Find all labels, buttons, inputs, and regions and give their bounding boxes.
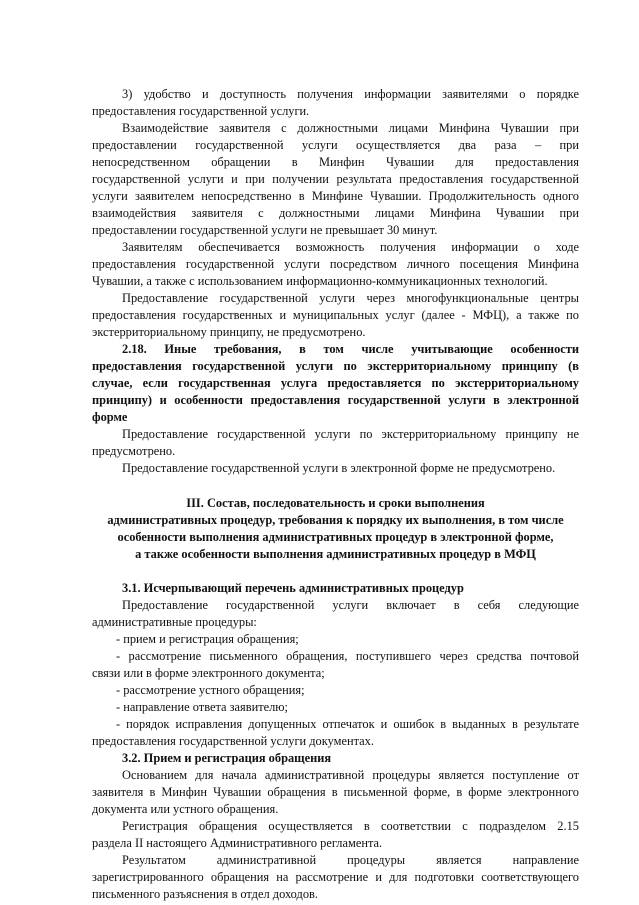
paragraph-line: Результатом административной процедуры является направление bbox=[122, 853, 579, 867]
paragraph-line: предоставления государственной услуги. bbox=[92, 104, 310, 118]
chapter-heading-line: III. Состав, последовательность и сроки выполнения bbox=[186, 496, 485, 510]
paragraph-line: административные процедуры: bbox=[92, 615, 257, 629]
paragraph-line: Основанием для начала административной процедуры является поступление от bbox=[122, 768, 579, 782]
list-item: связи или в форме электронного документа; bbox=[92, 666, 325, 680]
paragraph-line: документа или устного обращения. bbox=[92, 802, 279, 816]
paragraph-line: государственной услуги и при получении результата предоставления государственной bbox=[92, 172, 579, 186]
paragraph-line: предусмотрено. bbox=[92, 444, 176, 458]
paragraph-line: Взаимодействие заявителя с должностными лицами Минфина Чувашии при bbox=[122, 121, 579, 135]
paragraph-line: раздела II настоящего Административного регламента. bbox=[92, 836, 383, 850]
paragraph-line: экстерриториальному принципу, не предусмотрено. bbox=[92, 325, 366, 339]
paragraph-line: предоставления государственной услуги посредством личного посещения Минфина bbox=[92, 257, 579, 271]
section-heading-line: принципу) и особенности предоставления государственной услуги в электронной bbox=[92, 393, 579, 407]
chapter-heading-line: особенности выполнения административных процедур в электронной форме, bbox=[117, 530, 554, 544]
paragraph-line: Предоставление государственной услуги через многофункциональные центры bbox=[122, 291, 579, 305]
paragraph-line: 3) удобство и доступность получения информации заявителями о порядке bbox=[122, 87, 579, 101]
paragraph-line: Чувашии, а также с использованием информационно-коммуникационных технологий. bbox=[92, 274, 548, 288]
list-item: - рассмотрение устного обращения; bbox=[116, 683, 305, 697]
paragraph-line: письменного разъяснения в отдел доходов. bbox=[92, 887, 318, 901]
subsection-heading: 3.1. Исчерпывающий перечень административных процедур bbox=[122, 581, 464, 595]
section-heading-line: форме bbox=[92, 410, 128, 424]
paragraph-line: услуги заявителем непосредственно в Минфине Чувашии. Продолжительность одного bbox=[92, 189, 579, 203]
section-heading-line: случае, если государственная услуга предоставляется по экстерриториальному bbox=[92, 376, 579, 390]
list-item: предоставления государственной услуги документах. bbox=[92, 734, 374, 748]
section-heading-line: предоставления государственной услуги по экстерриториальному принципу (в bbox=[92, 359, 579, 373]
list-item: - порядок исправления допущенных отпечаток и ошибок в выданных в результате bbox=[116, 717, 579, 731]
paragraph-line: заявителя в Минфин Чувашии обращения в письменной форме, в форме электронного bbox=[92, 785, 579, 799]
chapter-heading-line: а также особенности выполнения административных процедур в МФЦ bbox=[135, 547, 536, 561]
paragraph-line: непосредственном обращении в Минфин Чувашии для предоставления bbox=[92, 155, 579, 169]
list-item: - рассмотрение письменного обращения, поступившего через средства почтовой bbox=[116, 649, 579, 663]
paragraph-line: взаимодействия заявителя с должностными лицами Минфина Чувашии при bbox=[92, 206, 579, 220]
paragraph-line: зарегистрированного обращения на рассмотрение и для подготовки соответствующего bbox=[92, 870, 579, 884]
chapter-heading-line: административных процедур, требования к порядку их выполнения, в том числе bbox=[107, 513, 564, 527]
paragraph-line: Регистрация обращения осуществляется в соответствии с подразделом 2.15 bbox=[122, 819, 579, 833]
paragraph-line: предоставлении государственной услуги осуществляется два раза – при bbox=[92, 138, 579, 152]
paragraph-line: предоставлении государственной услуги не превышает 30 минут. bbox=[92, 223, 438, 237]
list-item: - прием и регистрация обращения; bbox=[116, 632, 299, 646]
paragraph-line: предоставления государственных и муниципальных услуг (далее - МФЦ), а также по bbox=[92, 308, 579, 322]
paragraph-line: Предоставление государственной услуги по экстерриториальному принципу не bbox=[122, 427, 579, 441]
paragraph-line: Предоставление государственной услуги в электронной форме не предусмотрено. bbox=[122, 461, 556, 475]
list-item: - направление ответа заявителю; bbox=[116, 700, 289, 714]
paragraph-line: Заявителям обеспечивается возможность получения информации о ходе bbox=[122, 240, 579, 254]
section-heading-line: 2.18. Иные требования, в том числе учитывающие особенности bbox=[122, 342, 579, 356]
paragraph-line: Предоставление государственной услуги включает в себя следующие bbox=[122, 598, 579, 612]
subsection-heading: 3.2. Прием и регистрация обращения bbox=[122, 751, 332, 765]
